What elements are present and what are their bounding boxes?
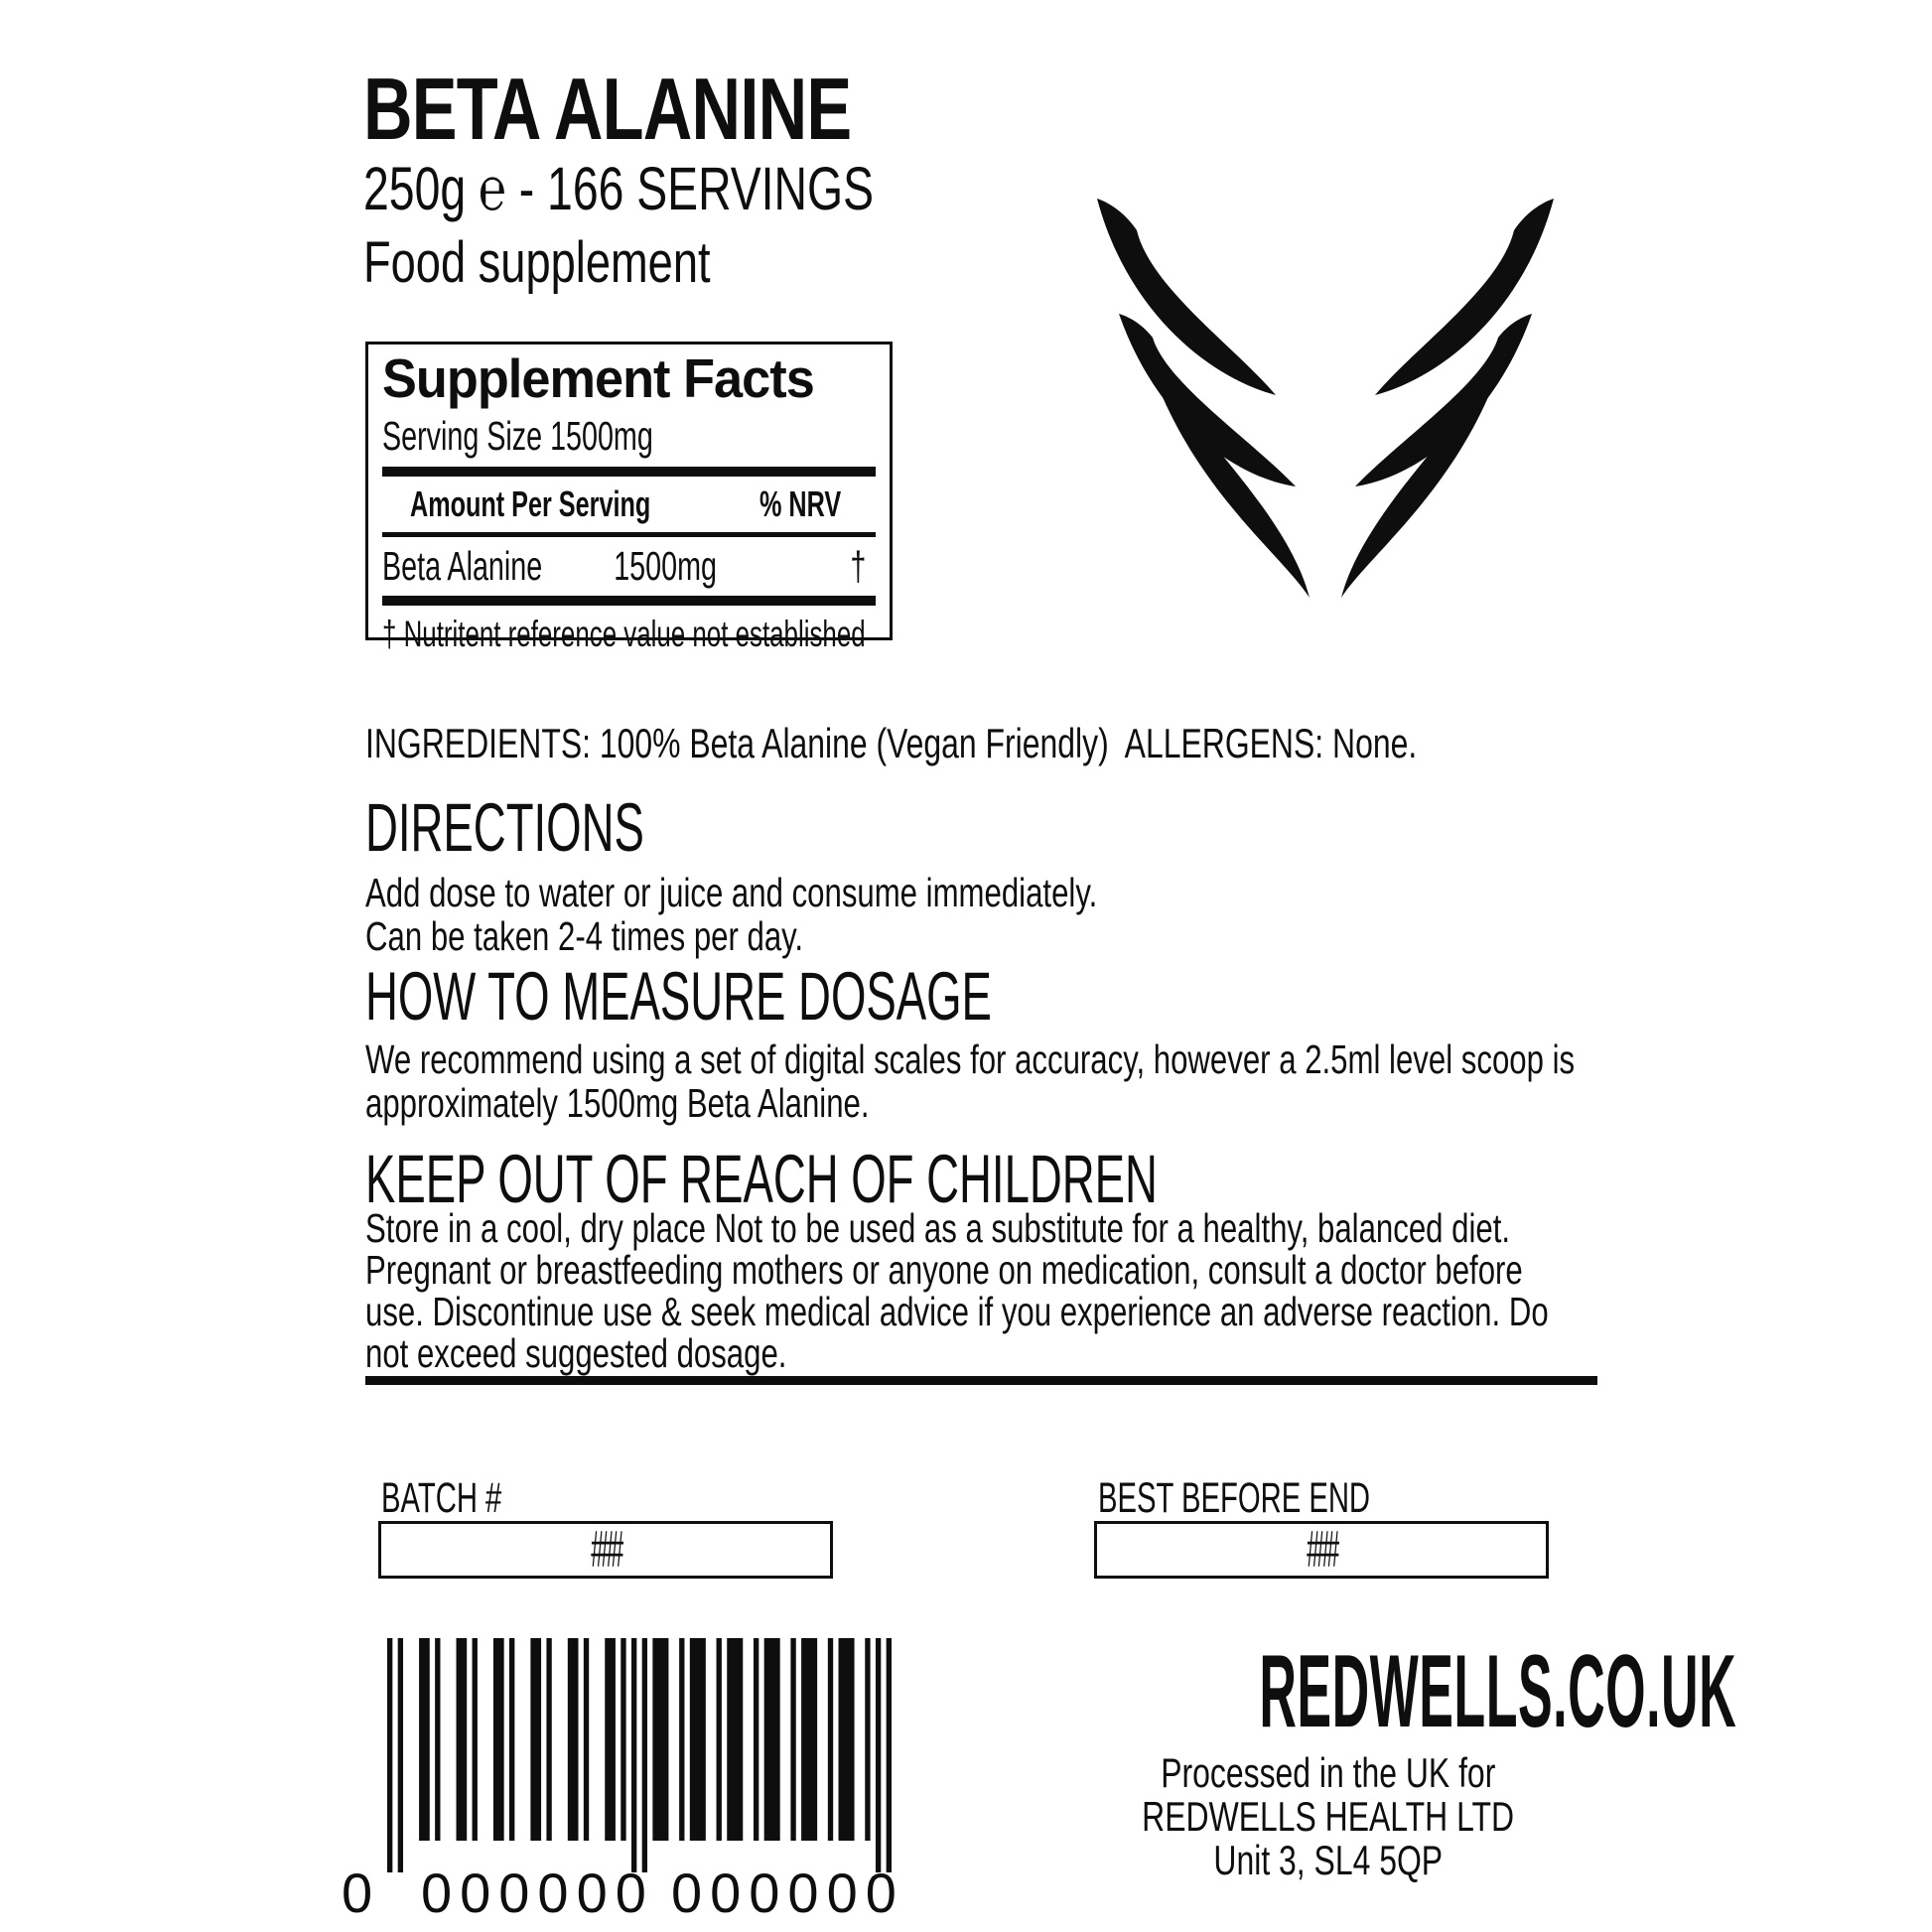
product-title-text: BETA ALANINE [363,60,852,158]
brand-website: REDWELLS.CO.UK [1259,1634,1737,1749]
supplement-facts-panel [365,342,893,654]
footer-block [1021,1634,1737,1883]
facts-footnote: † Nutritent reference value not established [382,614,866,654]
facts-column-headers [382,485,876,523]
facts-divider-thick [382,467,876,477]
best-before-value: ### [1306,1521,1337,1579]
ingredient-name: Beta Alanine [382,543,543,589]
directions-line-1: Add dose to water or juice and consume immediately. [365,870,1098,915]
barcode [387,1638,892,1876]
facts-heading: Supplement Facts [382,347,814,409]
product-title [363,60,989,158]
batch-value: ### [590,1521,621,1579]
barcode-digits-group2: 000000 [671,1862,904,1924]
warning-line-4: not exceed suggested dosage. [365,1330,787,1376]
facts-divider-thick-bottom [382,596,876,606]
facts-row [382,544,876,588]
ingredient-amount: 1500mg [614,543,717,589]
best-before-value-box [1094,1521,1549,1579]
dosage-line-2: approximately 1500mg Beta Alanine. [365,1080,870,1126]
footer-processed: Processed in the UK for [1161,1749,1496,1796]
weight-servings: 250g ℮ - 166 SERVINGS [363,155,875,222]
barcode-digits-group1: 000000 [421,1862,654,1924]
directions-line-2: Can be taken 2-4 times per day. [365,913,804,959]
product-category: Food supplement [363,230,711,295]
serving-size: Serving Size 1500mg [382,413,653,459]
col-amount-per-serving: Amount Per Serving [409,483,650,524]
dosage-line-1: We recommend using a set of digital scales for accuracy, however a 2.5ml level scoop is [365,1036,1576,1082]
batch-label: BATCH # [381,1474,502,1522]
footer-address: Unit 3, SL4 5QP [1213,1837,1444,1883]
footer-company: REDWELLS HEALTH LTD [1142,1793,1515,1840]
section-heading-directions: DIRECTIONS [365,789,644,866]
barcode-digit-left: 0 [342,1862,381,1924]
ingredients-line: INGREDIENTS: 100% Beta Alanine (Vegan Friendly) ALLERGENS: None. [365,720,1418,766]
ingredient-nrv: † [850,543,867,589]
section-heading-warning: KEEP OUT OF REACH OF CHILDREN [365,1141,1158,1217]
col-nrv: % NRV [759,483,841,524]
section-heading-dosage: HOW TO MEASURE DOSAGE [365,958,992,1035]
batch-value-box [378,1521,833,1579]
horizontal-divider [365,1376,1597,1385]
warning-line-2: Pregnant or breastfeeding mothers or anyone on medication, consult a doctor before [365,1247,1523,1293]
warning-line-3: use. Discontinue use & seek medical advice if you experience an adverse reaction. Do [365,1289,1549,1334]
best-before-label: BEST BEFORE END [1098,1474,1371,1522]
wings-logo-icon [1084,197,1567,614]
warning-line-1: Store in a cool, dry place Not to be used as a substitute for a healthy, balanced diet. [365,1205,1511,1251]
facts-divider-thin [382,532,876,537]
